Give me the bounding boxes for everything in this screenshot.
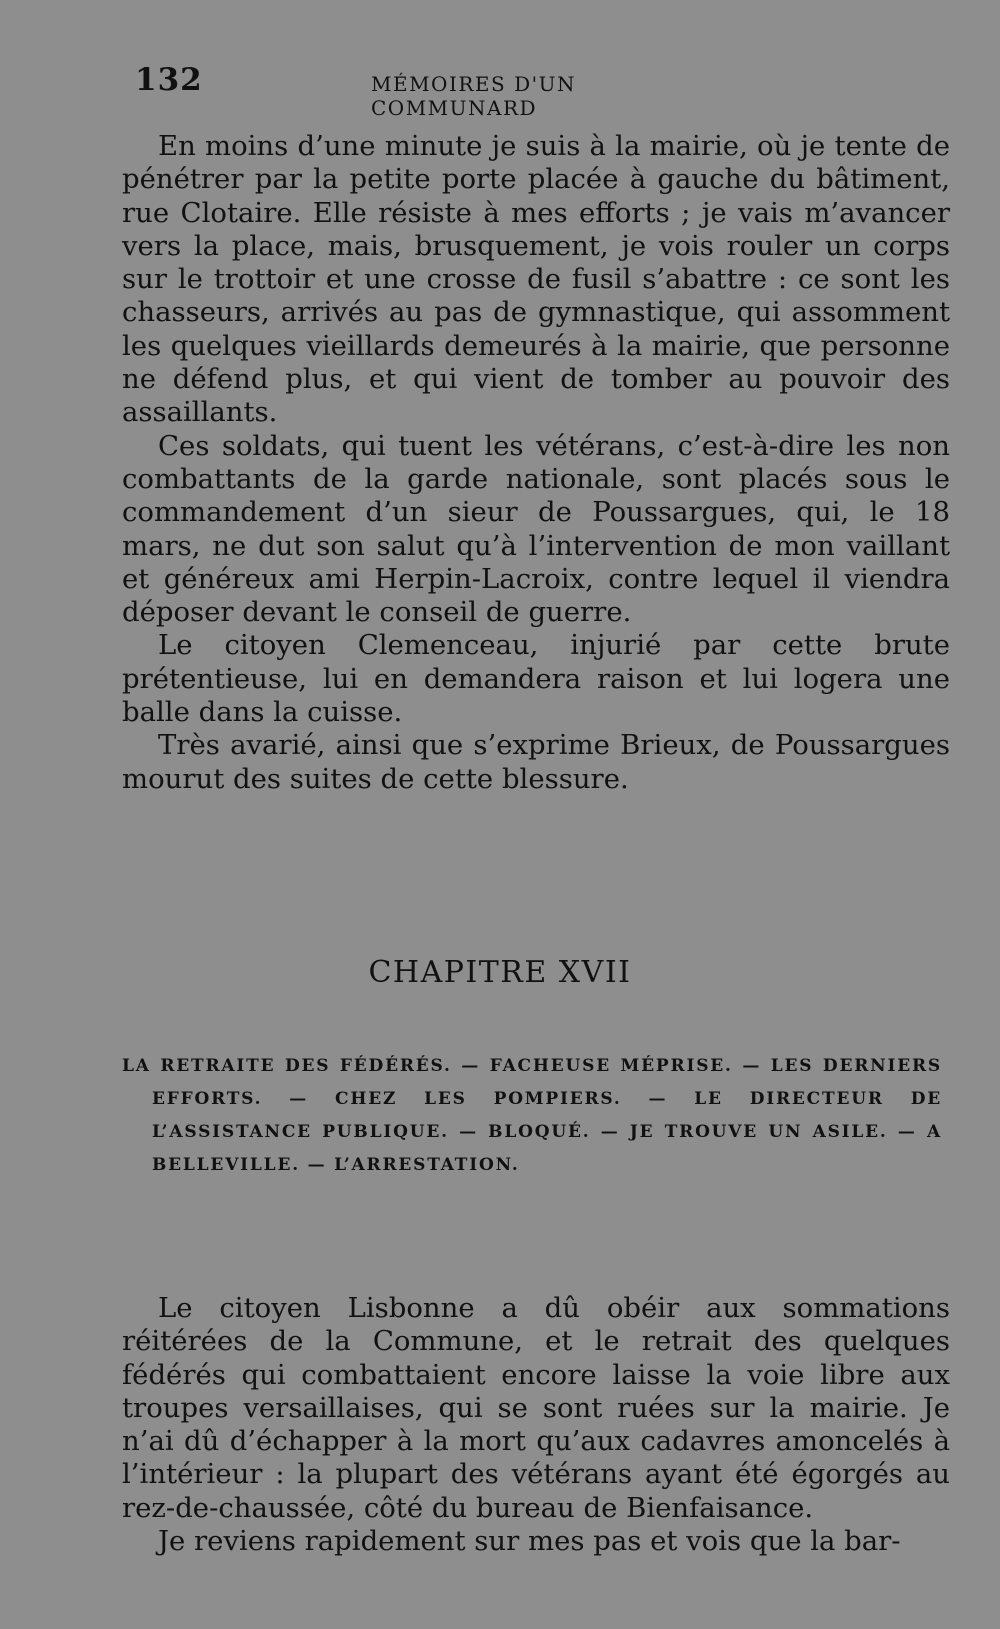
paragraph: Le citoyen Clemenceau, injurié par cette brute prétentieuse, lui en demandera raison et lui logera une balle dans la cuisse. [122, 629, 950, 729]
paragraph: Je reviens rapidement sur mes pas et vois que la bar- [158, 1525, 901, 1558]
paragraph: Le citoyen Lisbonne a dû obéir aux sommations réitérées de la Commune, et le retrait des quelques fédérés qui combattaient encore laisse la voie libre aux troupes versaillaises, qui se sont ruées sur la mairie. Je n’ai dû d’échapper à la mort qu’aux cadavres amoncelés à l’intérieur : la plupart des vétérans ayant été égorgés au rez-de-chaussée, côté du bureau de Bienfaisance. [122, 1292, 950, 1524]
paragraph: Ces soldats, qui tuent les vétérans, c’est-à-dire les non combattants de la garde nationale, sont placés sous le commandement d’un sieur de Poussargues, qui, le 18 mars, ne dut son salut qu’à l’intervention de mon vaillant et généreux ami Herpin-Lacroix, contre lequel il viendra déposer devant le conseil de guerre. [122, 429, 950, 629]
page-number: 132 [135, 62, 203, 98]
text-block-top [122, 130, 950, 796]
text-block-bottom [122, 1292, 950, 1558]
page-header [128, 62, 728, 120]
running-title: MÉMOIRES D'UN COMMUNARD [371, 72, 576, 120]
paragraph: En moins d’une minute je suis à la mairie, où je tente de pénétrer par la petite porte placée à gauche du bâtiment, rue Clotaire. Elle résiste à mes efforts ; je vais m’avancer vers la place, mais, brusquement, je vois rouler un corps sur le trottoir et une crosse de fusil s’abattre : ce sont les chasseurs, arrivés au pas de gymnastique, qui assomment les quelques vieillards demeurés à la mairie, que personne ne défend plus, et qui vient de tomber au pouvoir des assaillants. [122, 130, 950, 429]
paragraph: Très avarié, ainsi que s’exprime Brieux, de Poussargues mourut des suites de cette blessure. [122, 729, 950, 795]
chapter-summary: LA RETRAITE DES FÉDÉRÉS. — FACHEUSE MÉPRISE. — LES DERNIERS EFFORTS. — CHEZ LES POMPIERS. — LE DIRECTEUR DE L’ASSISTANCE PUBLIQUE. — BLOQUÉ. — JE TROUVE UN ASILE. — A BELLEVILLE. — L’ARRESTATION. [122, 1056, 942, 1175]
chapter-title: CHAPITRE XVII [368, 955, 632, 990]
